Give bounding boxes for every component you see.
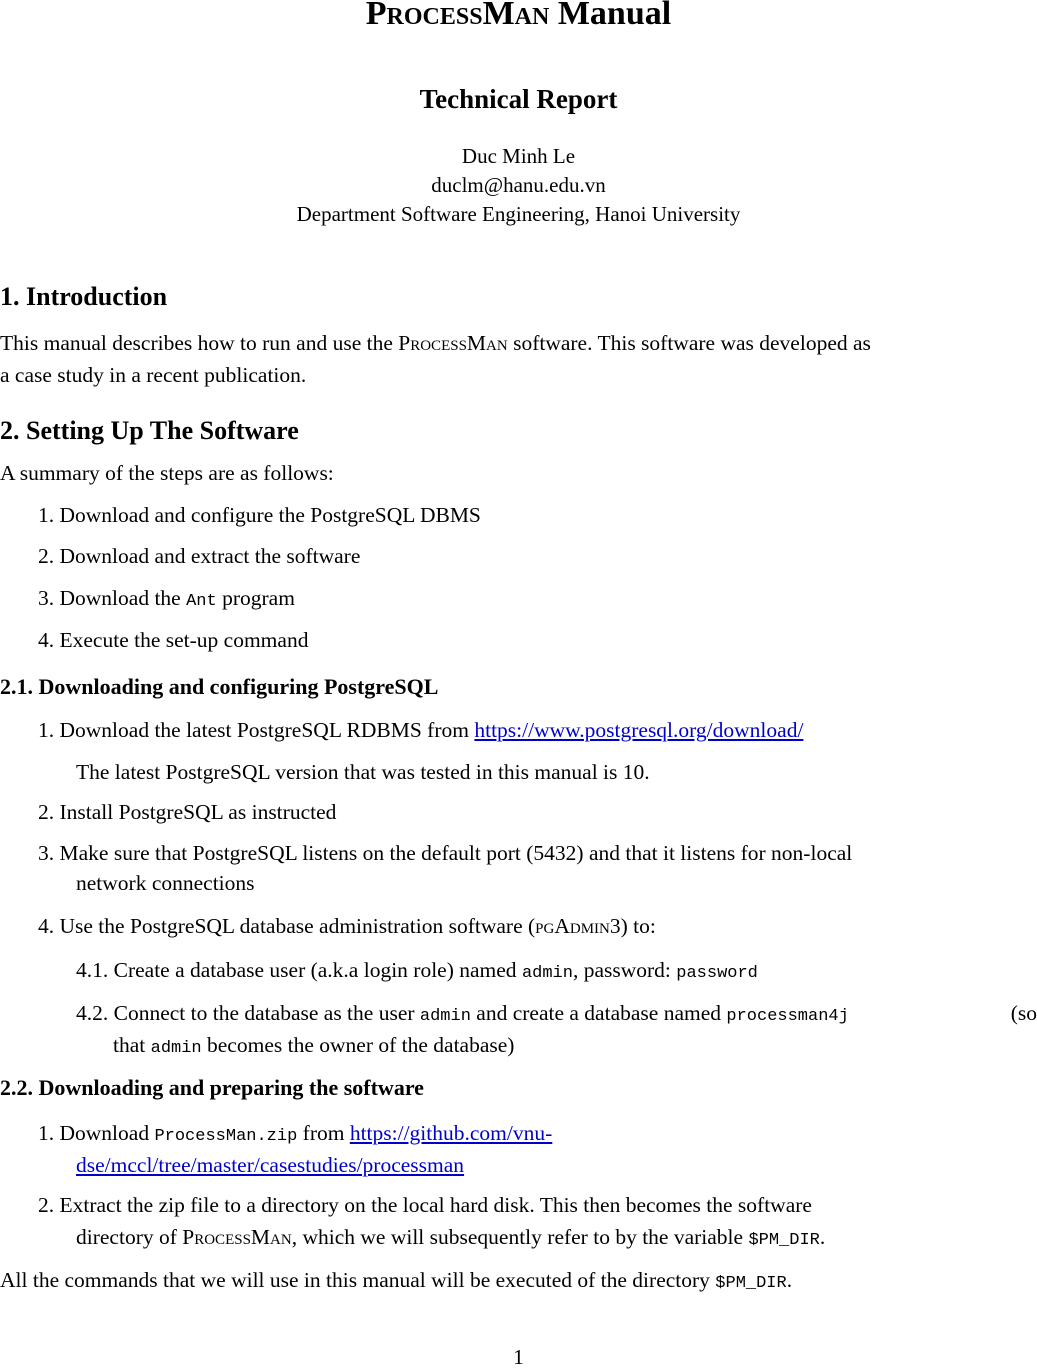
document-title [0, 0, 1037, 33]
subitem-4-2-line-2-text: that [113, 1033, 151, 1057]
software-item-2-line-1: 2. Extract the zip file to a directory on the local hard disk. This then becomes the software [38, 1193, 812, 1217]
intro-product-name: ProcessMan [398, 331, 508, 355]
subitem-4-2-mid: and create a database named [470, 1001, 727, 1025]
software-item-1-mid: from [297, 1121, 350, 1145]
commands-directory-note [0, 1268, 792, 1293]
postgres-item-1 [38, 718, 803, 743]
setup-step-3-tail: program [216, 586, 295, 610]
software-heading: 2.2. Downloading and preparing the software [0, 1075, 424, 1100]
postgres-subitem-4-1 [76, 958, 758, 983]
password-code: password [676, 964, 758, 983]
software-item-2-tail: . [819, 1225, 826, 1249]
admin-owner-code: admin [150, 1039, 202, 1058]
title-product-name: ProcessMan [365, 0, 550, 32]
software-item-1-line-2 [76, 1153, 464, 1178]
postgres-item-2: 2. Install PostgreSQL as instructed [38, 800, 337, 824]
postgres-heading: 2.1. Downloading and configuring PostgreSQL [0, 674, 439, 699]
postgres-subitem-4-2-line-1 [76, 1001, 1037, 1026]
software-product-name: ProcessMan [182, 1225, 292, 1249]
software-item-1-text: 1. Download [38, 1121, 155, 1145]
subitem-4-1-mid: , password: [572, 958, 677, 982]
postgres-subitem-4-2-line-2 [113, 1033, 514, 1058]
github-link-part-1[interactable]: https://github.com/vnu- [349, 1121, 553, 1145]
postgres-item-3-line-1: 3. Make sure that PostgreSQL listens on the default port (5432) and that it listens for non-local [38, 841, 853, 865]
postgresql-download-link[interactable]: https://www.postgresql.org/download/ [474, 718, 804, 742]
software-item-2-mid: , which we will subsequently refer to by the variable [291, 1225, 749, 1249]
author-email: duclm@hanu.edu.vn [431, 173, 606, 197]
software-item-1-line-1 [38, 1121, 552, 1146]
pm-dir-footer-variable: $PM_DIR [715, 1274, 787, 1293]
subitem-4-1-text: 4.1. Create a database user (a.k.a login role) named [76, 958, 522, 982]
setup-summary: A summary of the steps are as follows: [0, 461, 334, 485]
author-affiliation: Department Software Engineering, Hanoi University [296, 202, 741, 226]
postgres-item-4-text: 4. Use the PostgreSQL database administration software ( [38, 914, 536, 938]
ant-code: Ant [186, 592, 217, 611]
page-number: 1 [513, 1345, 524, 1369]
admin-user-code: admin [419, 1007, 471, 1026]
setup-heading: 2. Setting Up The Software [0, 416, 299, 445]
postgres-item-3-line-2: network connections [76, 871, 255, 895]
github-link-part-2[interactable]: dse/mccl/tree/master/casestudies/processman [76, 1153, 465, 1177]
subitem-4-2-line-2-tail: becomes the owner of the database) [201, 1033, 515, 1057]
database-name-code: processman4j [726, 1007, 849, 1026]
setup-step-3 [38, 586, 295, 611]
intro-paragraph-line-2: a case study in a recent publication. [0, 363, 307, 387]
setup-step-4: 4. Execute the set-up command [38, 628, 309, 652]
subitem-4-2-text: 4.2. Connect to the database as the user [76, 1001, 420, 1025]
admin-username-code: admin [521, 964, 573, 983]
postgres-version-note: The latest PostgreSQL version that was tested in this manual is 10. [76, 760, 650, 784]
setup-step-2: 2. Download and extract the software [38, 544, 361, 568]
intro-text-before: This manual describes how to run and use the [0, 331, 399, 355]
software-item-2-text: directory of [76, 1225, 183, 1249]
commands-note-tail: . [786, 1268, 793, 1292]
software-item-2-line-2 [76, 1225, 825, 1250]
zip-file-code: ProcessMan.zip [154, 1127, 298, 1146]
intro-heading: 1. Introduction [0, 282, 168, 311]
pgadmin-tool-name: pgAdmin3 [535, 914, 621, 938]
setup-step-1: 1. Download and configure the PostgreSQL DBMS [38, 503, 481, 527]
document-subtitle: Technical Report [419, 84, 618, 114]
setup-step-3-text: 3. Download the [38, 586, 187, 610]
postgres-item-4-tail: ) to: [620, 914, 656, 938]
title-suffix: Manual [549, 0, 672, 32]
postgres-item-4 [38, 914, 656, 939]
intro-paragraph-line-1 [0, 331, 871, 356]
author-name: Duc Minh Le [461, 144, 576, 168]
postgres-item-1-text: 1. Download the latest PostgreSQL RDBMS from [38, 718, 475, 742]
intro-text-after: software. This software was developed as [507, 331, 871, 355]
commands-note-text: All the commands that we will use in this manual will be executed of the directory [0, 1268, 716, 1292]
pm-dir-variable: $PM_DIR [748, 1231, 820, 1250]
subitem-4-2-tail: (so [1010, 1001, 1037, 1025]
